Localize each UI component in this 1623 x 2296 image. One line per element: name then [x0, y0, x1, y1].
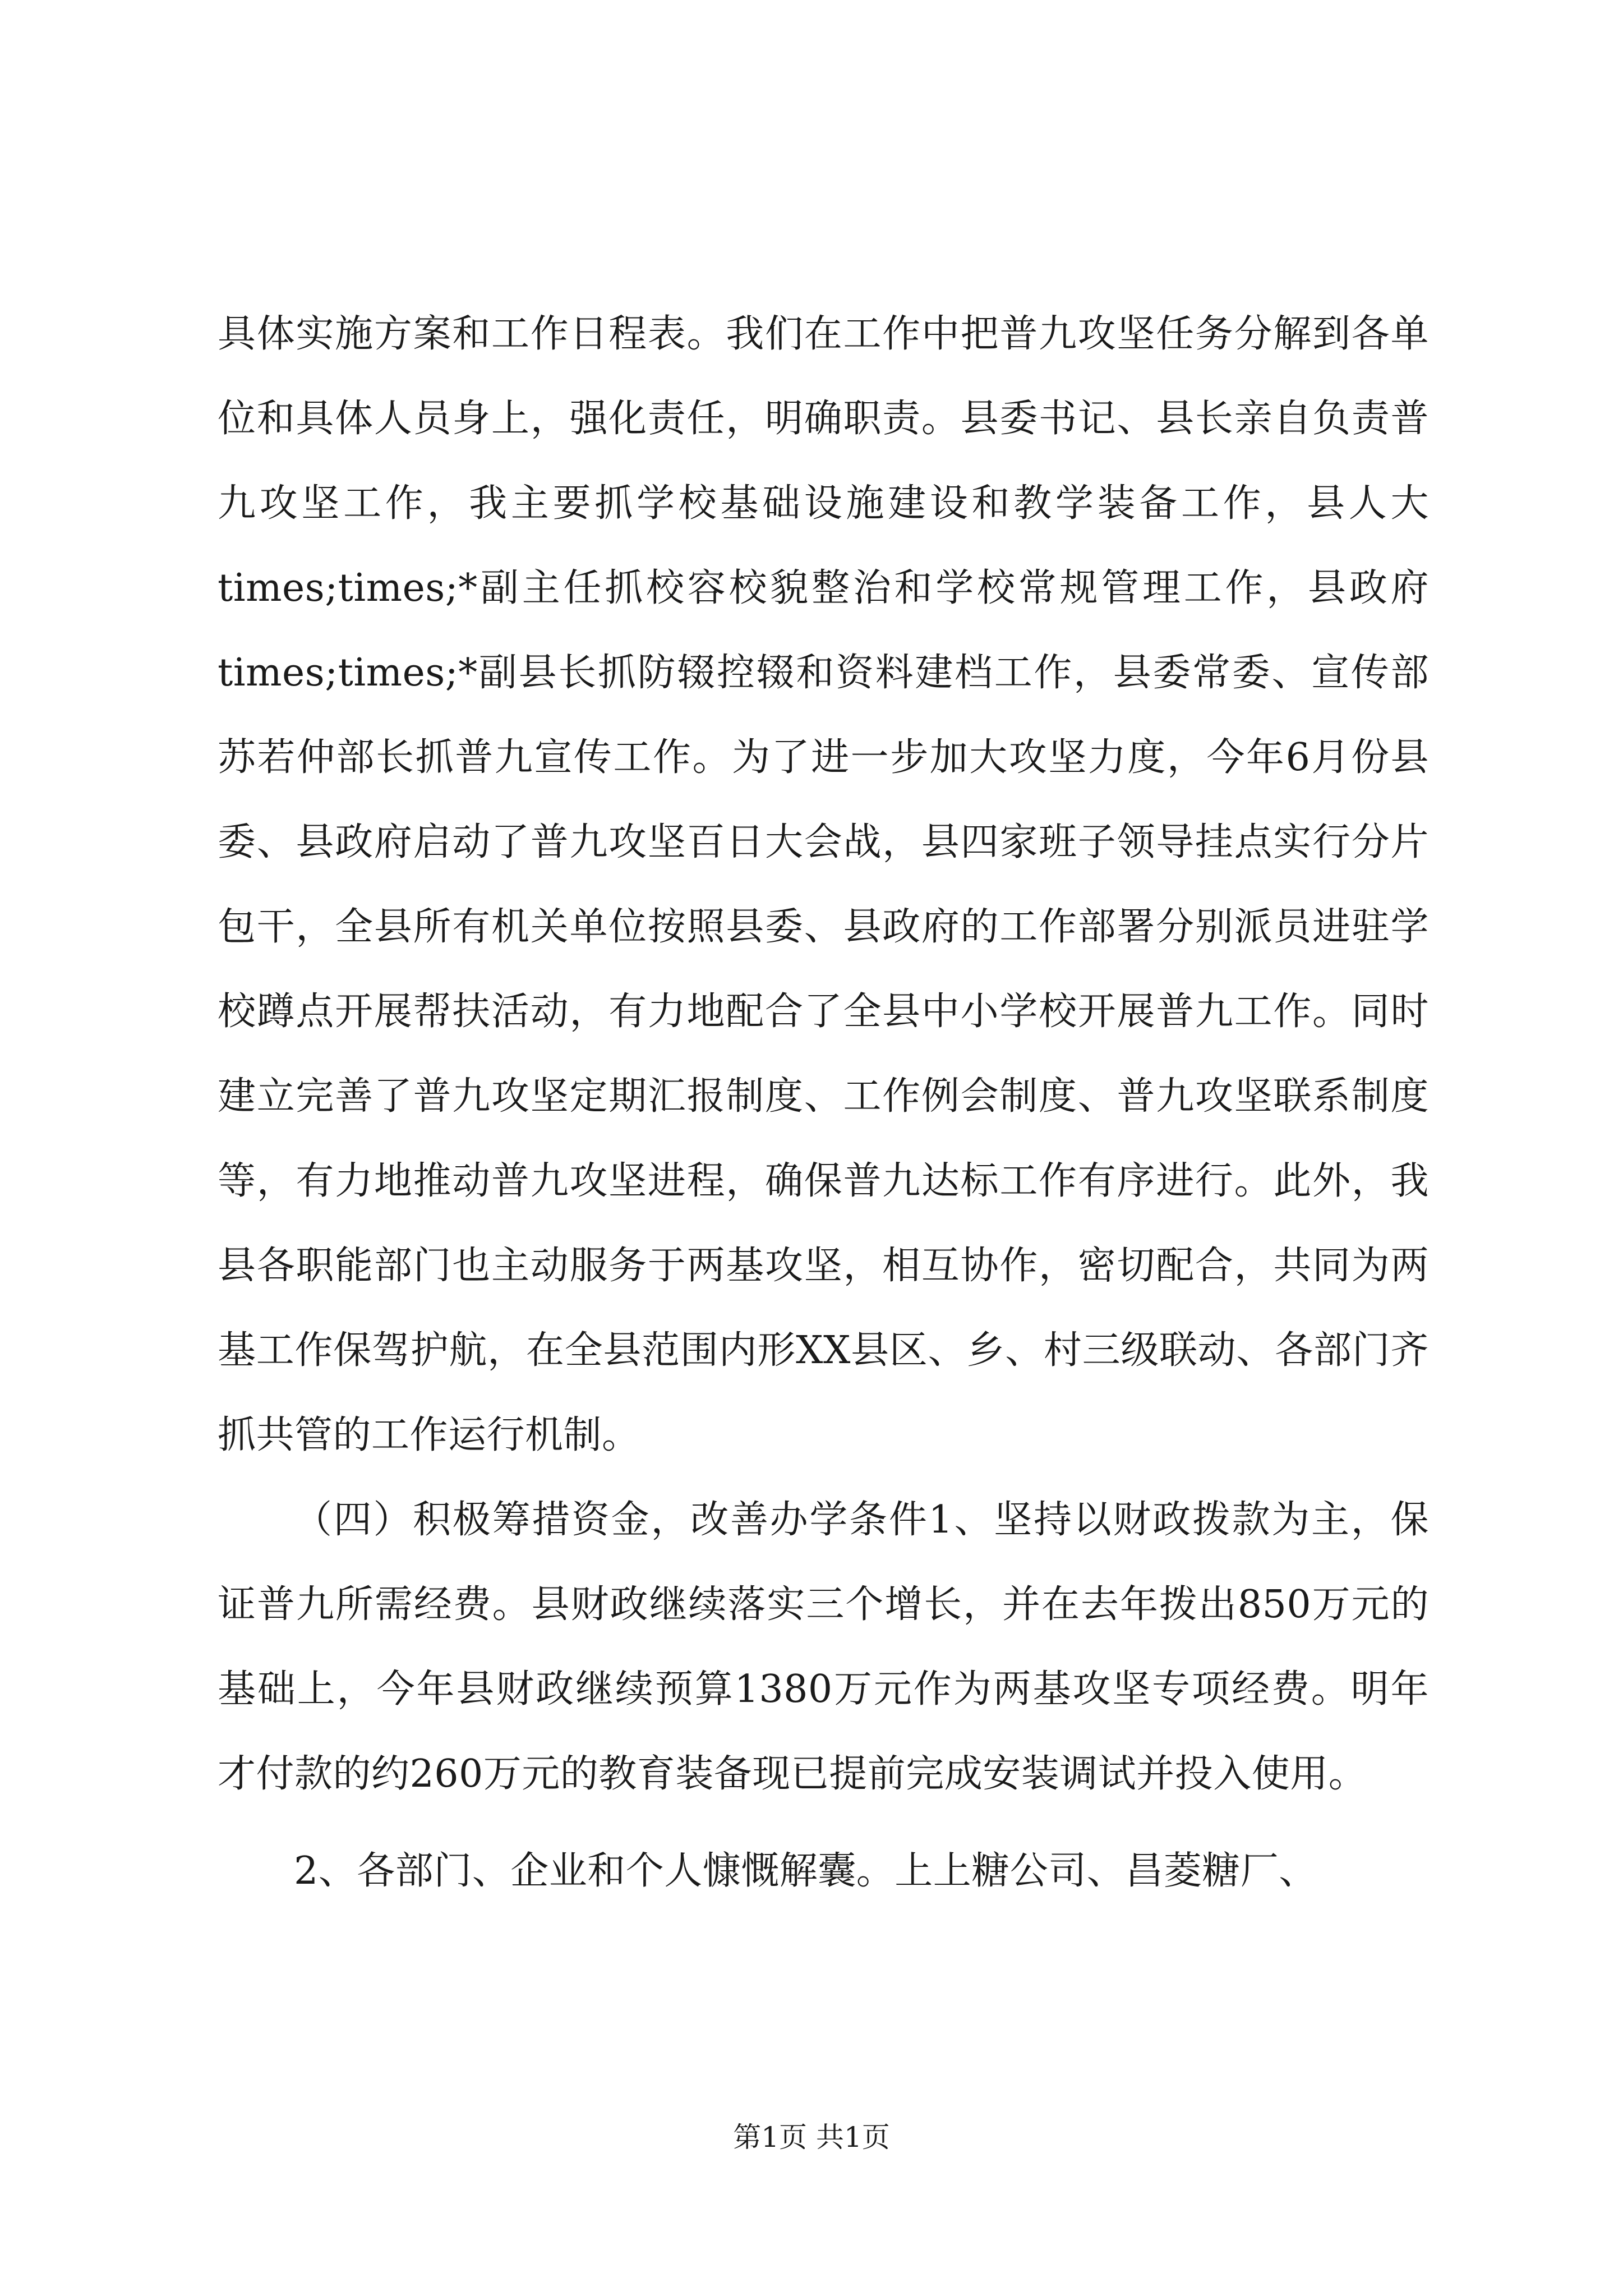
page-number-footer: 第1页 共1页	[733, 2121, 890, 2154]
body-text	[218, 292, 1429, 1913]
paragraph-3: 2、各部门、企业和个人慷慨解囊。上上糖公司、昌菱糖厂、	[294, 1849, 1317, 1893]
paragraph-2: （四）积极筹措资金，改善办学条件1、坚持以财政拨款为主，保证普九所需经费。县财政继续落实三个增长，并在去年拨出850万元的基础上，今年县财政继续预算1380万元作为两基攻坚专项经费。明年才付款的约260万元的教育装备现已提前完成安装调试并投入使用。	[218, 1498, 1429, 1796]
paragraph-1: 具体实施方案和工作日程表。我们在工作中把普九攻坚任务分解到各单位和具体人员身上，强化责任，明确职责。县委书记、县长亲自负责普九攻坚工作，我主要抓学校基础设施建设和教学装备工作，县人大times;times;*副主任抓校容校貌整治和学校常规管理工作，县政府times;times;*副县长抓防辍控辍和资料建档工作，县委常委、宣传部苏若仲部长抓普九宣传工作。为了进一步加大攻坚力度，今年6月份县委、县政府启动了普九攻坚百日大会战，县四家班子领导挂点实行分片包干，全县所有机关单位按照县委、县政府的工作部署分别派员进驻学校蹲点开展帮扶活动，有力地配合了全县中小学校开展普九工作。同时建立完善了普九攻坚定期汇报制度、工作例会制度、普九攻坚联系制度等，有力地推动普九攻坚进程，确保普九达标工作有序进行。此外，我县各职能部门也主动服务于两基攻坚，相互协作，密切配合，共同为两基工作保驾护航，在全县范围内形XX县区、乡、村三级联动、各部门齐抓共管的工作运行机制。	[218, 312, 1429, 1457]
